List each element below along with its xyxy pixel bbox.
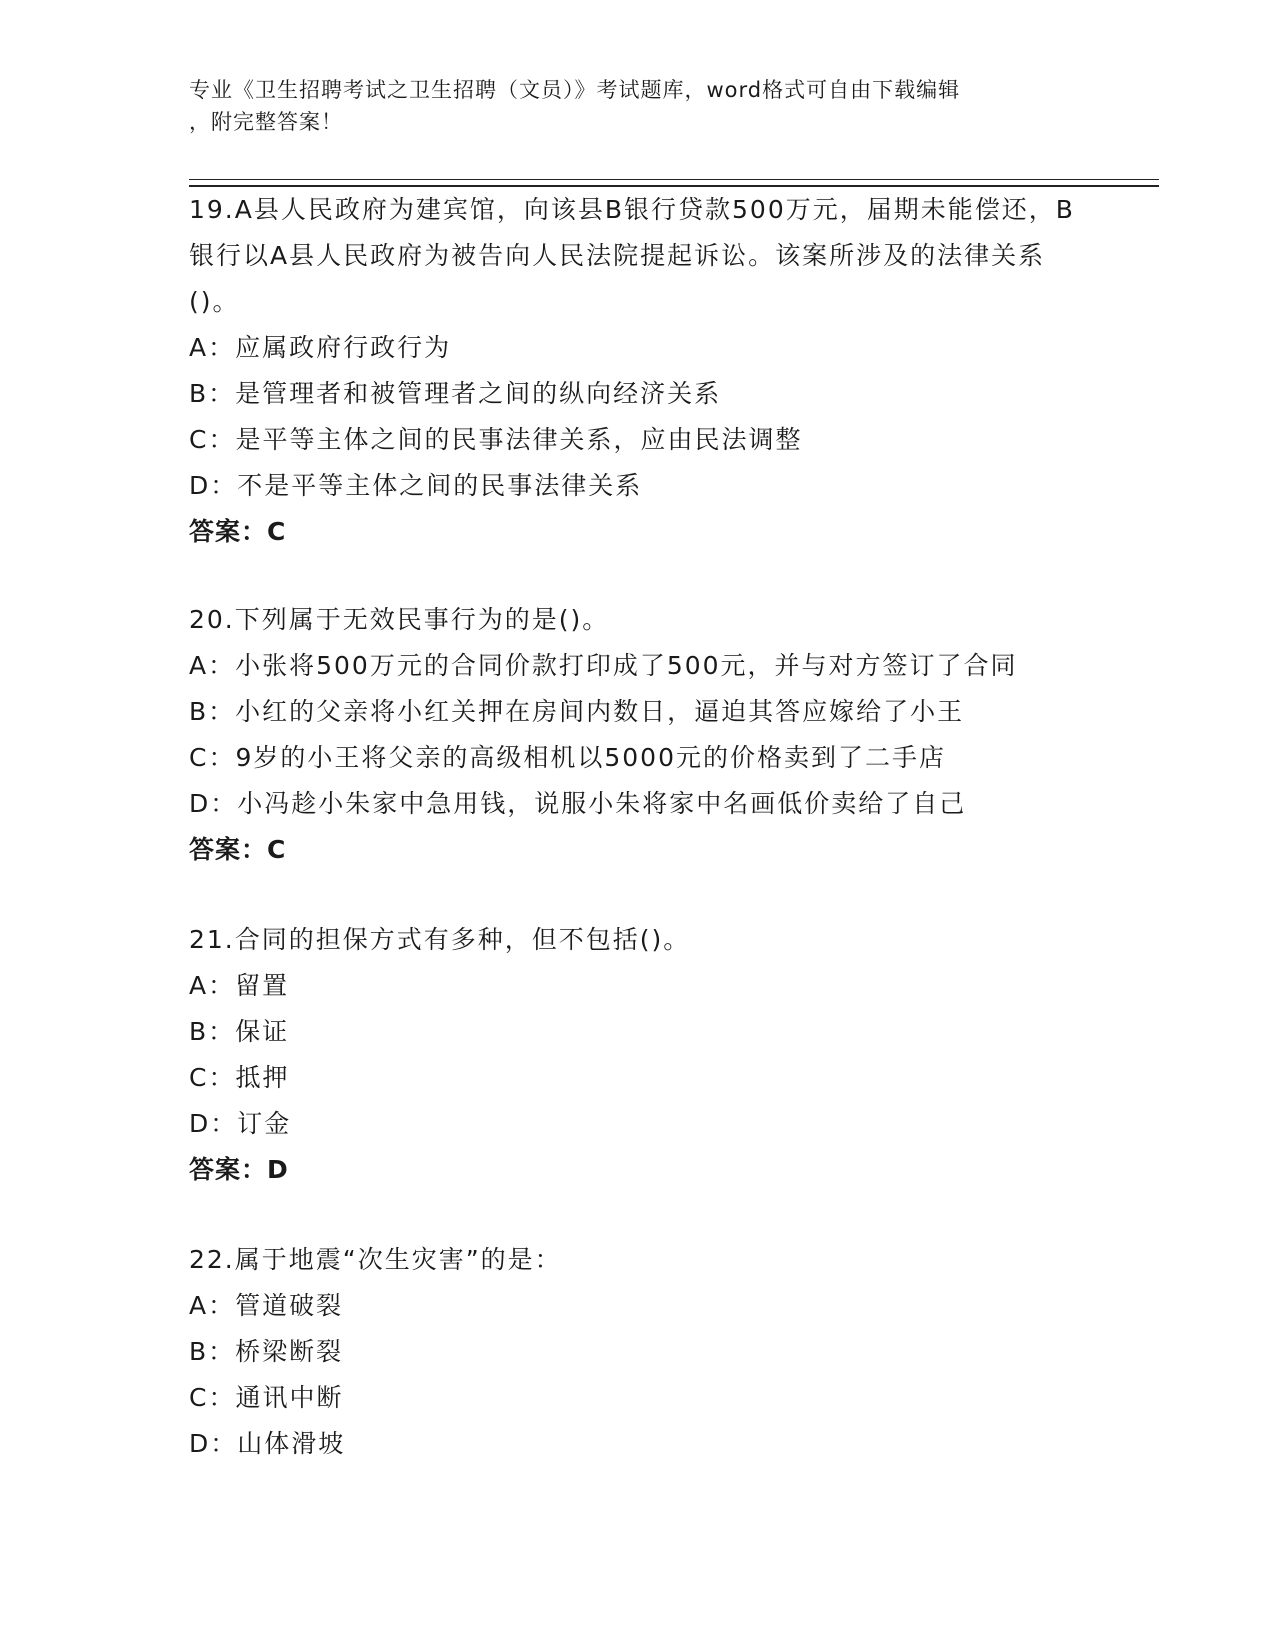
option-a: A：小张将500万元的合同价款打印成了500元，并与对方签订了合同 xyxy=(189,651,1018,680)
option-b: B：桥梁断裂 xyxy=(189,1337,344,1366)
header-line-2: ，附完整答案！ xyxy=(189,110,343,134)
option-d: D：山体滑坡 xyxy=(189,1429,346,1458)
option-a: A：应属政府行政行为 xyxy=(189,333,452,362)
option-c: C：通讯中断 xyxy=(189,1383,344,1412)
option-b: B：保证 xyxy=(189,1017,290,1046)
option-b: B：小红的父亲将小红关押在房间内数日，逼迫其答应嫁给了小王 xyxy=(189,697,965,726)
question-19 xyxy=(189,187,1089,555)
option-c: C：9岁的小王将父亲的高级相机以5000元的价格卖到了二手店 xyxy=(189,743,946,772)
header-line-1: 专业《卫生招聘考试之卫生招聘（文员）》考试题库，word格式可自由下载编辑 xyxy=(189,78,961,102)
question-22 xyxy=(189,1237,1089,1467)
question-stem: 19.A县人民政府为建宾馆，向该县B银行贷款500万元，届期未能偿还，B银行以A县人民政府为被告向人民法院提起诉讼。该案所涉及的法律关系()。 xyxy=(189,195,1075,316)
question-stem: 21.合同的担保方式有多种，但不包括()。 xyxy=(189,925,691,954)
question-stem: 22.属于地震“次生灾害”的是： xyxy=(189,1245,562,1274)
answer-label: 答案：C xyxy=(189,835,287,864)
option-d: D：小冯趁小朱家中急用钱，说服小朱将家中名画低价卖给了自己 xyxy=(189,789,967,818)
option-a: A：留置 xyxy=(189,971,290,1000)
question-stem: 20.下列属于无效民事行为的是()。 xyxy=(189,605,610,634)
option-c: C：抵押 xyxy=(189,1063,290,1092)
question-21 xyxy=(189,917,1089,1193)
header-divider-thin xyxy=(189,179,1159,180)
answer-label: 答案：C xyxy=(189,517,287,546)
option-d: D：订金 xyxy=(189,1109,292,1138)
answer-label: 答案：D xyxy=(189,1155,289,1184)
option-d: D：不是平等主体之间的民事法律关系 xyxy=(189,471,643,500)
question-20 xyxy=(189,597,1089,873)
option-a: A：管道破裂 xyxy=(189,1291,344,1320)
option-c: C：是平等主体之间的民事法律关系，应由民法调整 xyxy=(189,425,803,454)
document-header xyxy=(189,74,1089,138)
option-b: B：是管理者和被管理者之间的纵向经济关系 xyxy=(189,379,722,408)
